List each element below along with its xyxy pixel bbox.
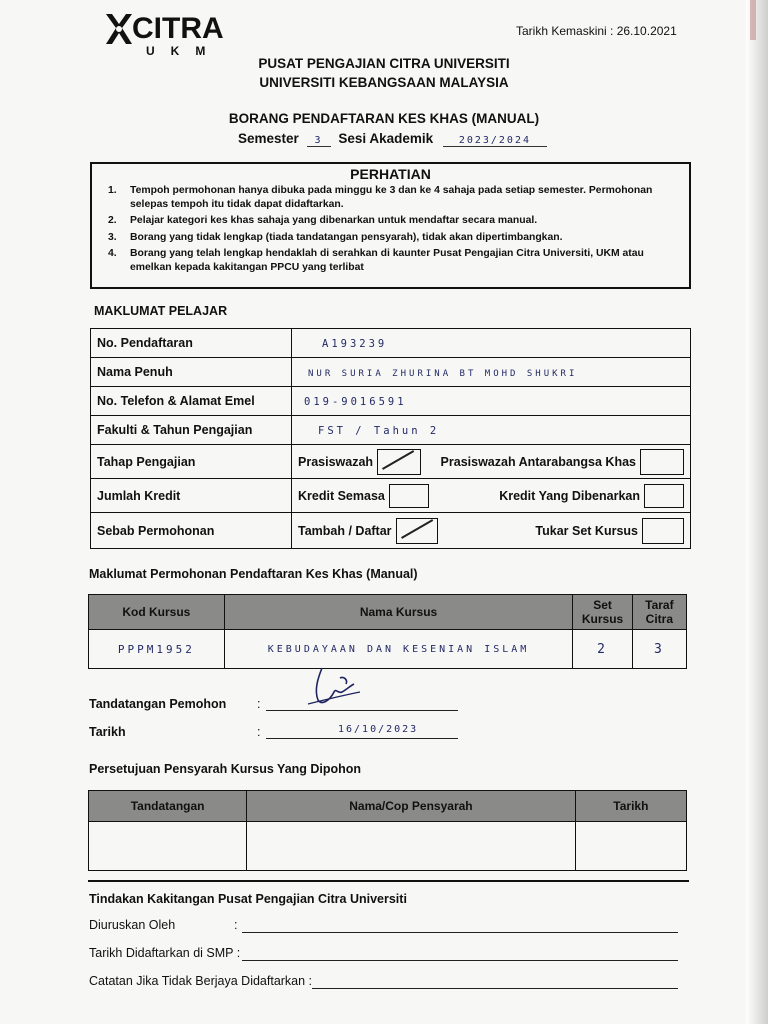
applicant-signature-line[interactable] (266, 710, 458, 711)
option-allowed-credit: Kredit Yang Dibenarkan (499, 484, 684, 508)
student-info-heading: MAKLUMAT PELAJAR (94, 304, 228, 318)
table-row (91, 416, 691, 445)
table-row (91, 358, 691, 387)
application-date-value: 16/10/2023 (338, 724, 419, 735)
row-label: Jumlah Kredit (91, 479, 292, 513)
notice-box (90, 162, 691, 289)
last-updated: Tarikh Kemaskini : 26.10.2021 (516, 24, 677, 38)
session-field[interactable]: 2023/2024 (443, 135, 547, 147)
column-header: Nama Kursus (224, 595, 573, 630)
course-set-cell[interactable]: 2 (573, 630, 632, 669)
allowed-credit-checkbox[interactable] (644, 484, 684, 508)
study-level-options (292, 445, 691, 479)
column-header: Kod Kursus (89, 595, 225, 630)
column-header: Set Kursus (573, 595, 632, 630)
option-current-credit: Kredit Semasa (298, 484, 429, 508)
course-table-header (89, 595, 687, 630)
handled-by-line[interactable] (242, 932, 678, 933)
column-header: Nama/Cop Pensyarah (247, 791, 575, 822)
table-row (89, 822, 687, 871)
session-label: Sesi Akademik (338, 131, 434, 146)
lecturer-approval-heading: Persetujuan Pensyarah Kursus Yang Dipohon (89, 762, 362, 776)
lecturer-name-stamp-cell[interactable] (247, 822, 575, 871)
lecturer-approval-table (88, 790, 687, 871)
form-title: BORANG PENDAFTARAN KES KHAS (MANUAL) (228, 111, 540, 126)
notice-item: 2. Pelajar kategori kes khas sahaja yang dibenarkan untuk mendaftar secara manual. (108, 215, 538, 226)
notice-list (108, 184, 678, 277)
citra-logo-icon (102, 10, 136, 52)
logo-wordmark: CITRA (132, 12, 224, 45)
credit-options (292, 479, 691, 513)
applicant-signature-label: Tandatangan Pemohon (89, 697, 227, 711)
change-set-checkbox[interactable] (642, 518, 684, 544)
course-name-cell[interactable]: KEBUDAYAAN DAN KESENIAN ISLAM (224, 630, 573, 669)
date-label: Tarikh (89, 725, 126, 739)
semester-session-line (238, 131, 547, 147)
row-label: Sebab Permohonan (91, 513, 292, 549)
logo-subtext: UKM (146, 44, 222, 58)
smp-registration-date-line[interactable] (242, 960, 678, 961)
add-register-checkbox[interactable] (396, 518, 438, 544)
full-name-field[interactable]: NUR SURIA ZHURINA BT MOHD SHUKRI (292, 358, 691, 387)
institution-title: PUSAT PENGAJIAN CITRA UNIVERSITI (258, 56, 510, 71)
taraf-citra-cell[interactable]: 3 (632, 630, 686, 669)
failure-note-label: Catatan Jika Tidak Berjaya Didaftarkan : (89, 974, 313, 988)
row-label: No. Telefon & Alamat Emel (91, 387, 292, 416)
lecturer-signature-cell[interactable] (89, 822, 247, 871)
column-header: Tarikh (575, 791, 686, 822)
row-label: No. Pendaftaran (91, 329, 292, 358)
colon: : (257, 725, 261, 739)
notice-heading: PERHATIAN (350, 166, 431, 182)
notice-item: 4. Borang yang telah lengkap hendaklah di serahkan di kaunter Pusat Pengajian Citra Universiti, UKM atau emelkan kepada kakitangan PPCU yang terlibat (108, 248, 644, 273)
faculty-year-field[interactable]: FST / Tahun 2 (292, 416, 691, 445)
colon: : (257, 697, 261, 711)
registration-number-field[interactable]: A193239 (292, 329, 691, 358)
colon: : (234, 918, 238, 932)
reason-options (292, 513, 691, 549)
semester-field[interactable]: 3 (307, 135, 331, 147)
option-change-set: Tukar Set Kursus (535, 518, 684, 544)
handled-by-label: Diuruskan Oleh (89, 918, 176, 932)
table-row (91, 479, 691, 513)
notice-item: 3. Borang yang tidak lengkap (tiada tandatangan pensyarah), tidak akan dipertimbangkan. (108, 231, 563, 243)
international-checkbox[interactable] (640, 449, 684, 475)
course-table (88, 594, 687, 669)
column-header: Tandatangan (89, 791, 247, 822)
option-undergraduate: Prasiswazah (298, 449, 421, 475)
citra-logo (102, 10, 242, 60)
page-edge-shadow (746, 0, 768, 1024)
row-label: Nama Penuh (91, 358, 292, 387)
semester-label: Semester (238, 131, 299, 146)
table-row (89, 630, 687, 669)
failure-note-line[interactable] (312, 988, 678, 989)
table-row (91, 387, 691, 416)
phone-email-field[interactable]: 019-9016591 (292, 387, 691, 416)
notice-item: 1. Tempoh permohonan hanya dibuka pada minggu ke 3 dan ke 4 sahaja pada setiap semester. Permohonan selepas tempoh itu tidak dapat didaftarkan. (108, 185, 653, 210)
row-label: Tahap Pengajian (91, 445, 292, 479)
approval-table-header (89, 791, 687, 822)
smp-registration-date-label: Tarikh Didaftarkan di SMP : (89, 946, 241, 960)
table-row (91, 513, 691, 549)
university-title: UNIVERSITI KEBANGSAAN MALAYSIA (259, 75, 509, 90)
staff-action-heading: Tindakan Kakitangan Pusat Pengajian Citra Universiti (89, 892, 407, 906)
table-row (91, 329, 691, 358)
applicant-signature-scribble (300, 664, 370, 710)
option-add-register: Tambah / Daftar (298, 518, 438, 544)
undergraduate-checkbox[interactable] (377, 449, 421, 475)
application-heading: Maklumat Permohonan Pendaftaran Kes Khas (Manual) (89, 567, 418, 581)
course-code-cell[interactable]: PPPM1952 (89, 630, 225, 669)
date-line[interactable] (266, 738, 458, 739)
column-header: Taraf Citra (632, 595, 686, 630)
option-international: Prasiswazah Antarabangsa Khas (441, 449, 684, 475)
section-divider (88, 880, 689, 882)
approval-date-cell[interactable] (575, 822, 686, 871)
student-info-table (90, 328, 691, 549)
page-edge-mark (750, 0, 756, 40)
table-row (91, 445, 691, 479)
current-credit-checkbox[interactable] (389, 484, 429, 508)
row-label: Fakulti & Tahun Pengajian (91, 416, 292, 445)
